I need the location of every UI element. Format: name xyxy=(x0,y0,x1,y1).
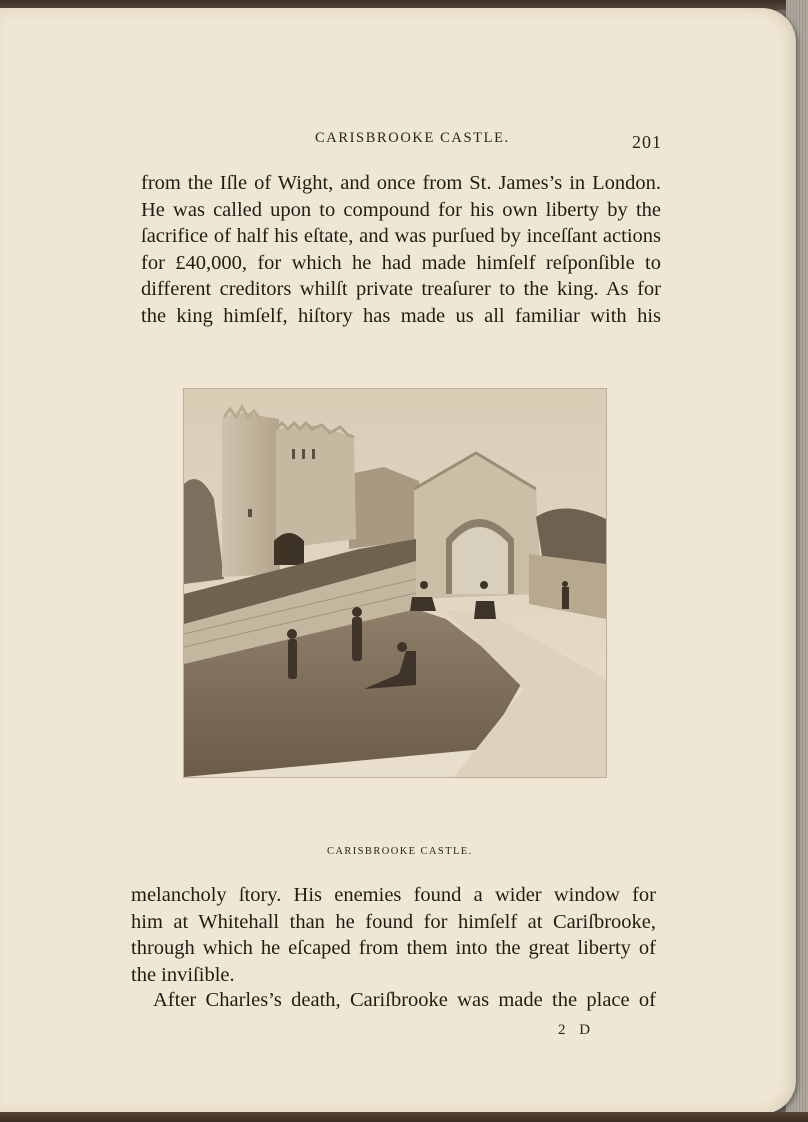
text-line: for £40,000, for which he had made himſelf reſponſible to xyxy=(141,251,661,274)
text-line: ſacrifice of half his eſtate, and was purſued by inceſſant actions xyxy=(141,225,661,247)
castle-photograph xyxy=(184,389,606,777)
page-number: 201 xyxy=(632,132,662,152)
text-line: He was called upon to compound for his own liberty by the xyxy=(141,198,661,221)
text-line: the king himſelf, hiſtory has made us all familiar with his xyxy=(141,304,661,327)
tower-left xyxy=(222,413,280,577)
text-line: the inviſible. xyxy=(131,963,235,986)
book-cover-bottom xyxy=(0,1112,808,1122)
tower-right xyxy=(276,425,356,549)
text-line: After Charles’s death, Cariſbrooke was made the place of xyxy=(153,989,656,1011)
text-line: different creditors whilſt private treaſurer to the king. As for xyxy=(141,278,661,300)
plate-caption: CARISBROOKE CASTLE. xyxy=(327,846,473,857)
paragraph-3 xyxy=(153,987,656,1014)
castle-gateway xyxy=(274,533,304,565)
paragraph-1 xyxy=(141,170,661,329)
running-head: CARISBROOKE CASTLE. xyxy=(315,130,510,146)
text-line: through which he eſcaped from them into the great liberty of xyxy=(131,937,656,959)
signature-mark: 2 D xyxy=(558,1022,596,1038)
text-line: him at Whitehall than he found for himſelf at Cariſbrooke, xyxy=(131,910,656,933)
text-line: melancholy ſtory. His enemies found a wider window for xyxy=(131,884,656,906)
text-line: from the Iſle of Wight, and once from St. James’s in London. xyxy=(141,172,661,194)
hill-ruins xyxy=(349,467,424,549)
paragraph-2 xyxy=(131,882,656,988)
